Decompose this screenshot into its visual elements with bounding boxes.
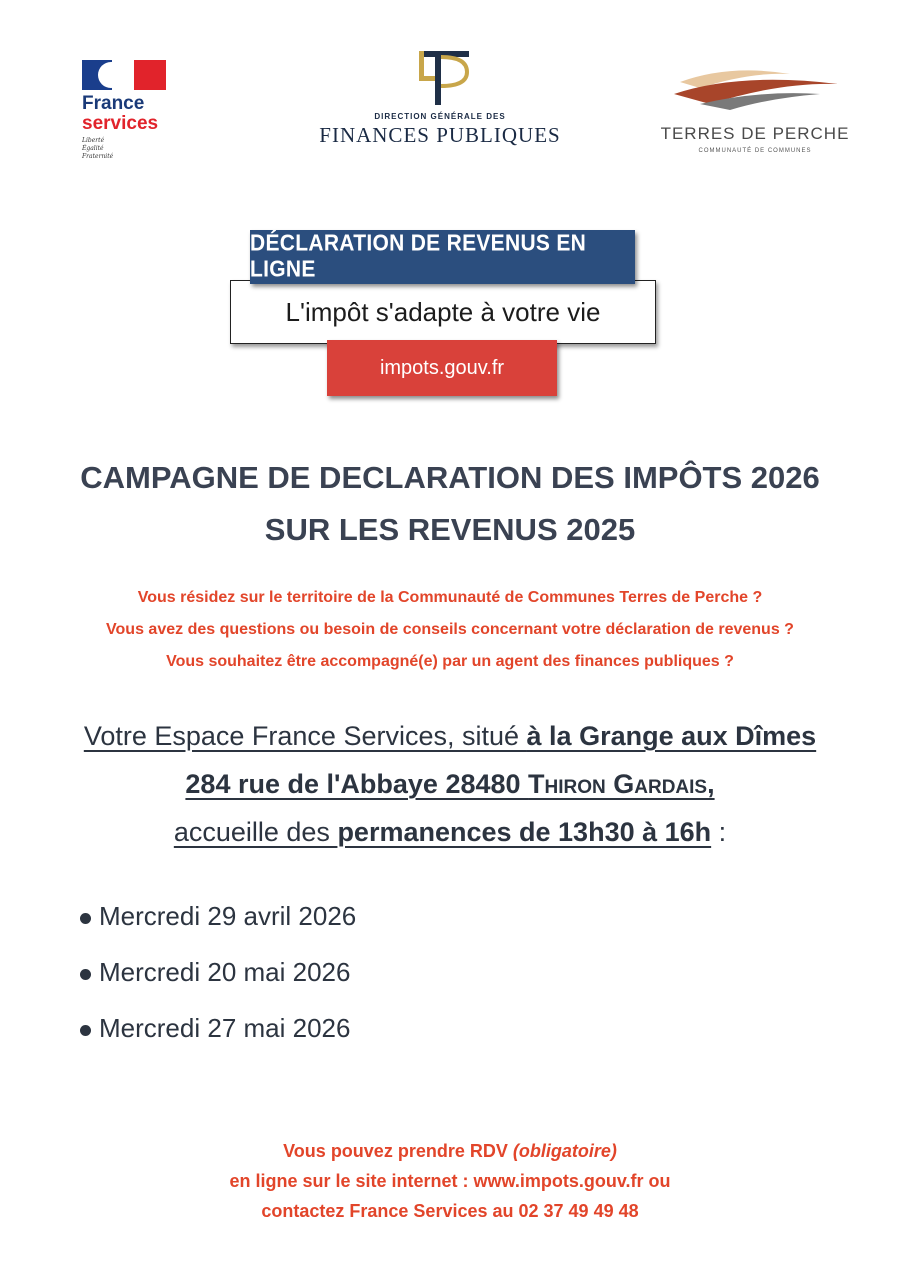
title-line1: CAMPAGNE DE DECLARATION DES IMPÔTS 2026: [80, 460, 820, 495]
footer-line1-prefix: Vous pouvez prendre RDV: [283, 1141, 513, 1161]
motto-fraternite: Fraternité: [82, 153, 114, 160]
france-services-logo: [82, 60, 192, 170]
date-1: Mercredi 29 avril 2026: [99, 900, 357, 931]
terres-de-perche-waves-icon: [670, 64, 840, 112]
address-street: 284 rue de l'Abbaye 28480: [185, 769, 529, 799]
bullet-icon: [80, 1025, 91, 1036]
dates-list: [80, 888, 580, 1056]
motto-liberte: Liberté: [82, 137, 105, 144]
footer-line1: [0, 1136, 900, 1166]
footer-mandatory: (obligatoire): [512, 1141, 617, 1161]
address-line3-prefix: accueille des: [173, 817, 338, 847]
permanence-hours: permanences de 13h30 à 16h: [337, 817, 712, 847]
dgfip-line2: FINANCES PUBLIQUES: [319, 123, 561, 147]
terres-de-perche-name: TERRES DE PERCHE: [660, 124, 850, 143]
footer-line2: en ligne sur le site internet : www.impots.gouv.fr ou: [229, 1171, 671, 1191]
address-line2: [185, 769, 714, 799]
date-2: Mercredi 20 mai 2026: [99, 956, 351, 987]
banner-website: impots.gouv.fr: [327, 340, 557, 396]
questions-block: [0, 582, 900, 678]
question-2: Vous avez des questions ou besoin de conseils concernant votre déclaration de revenus ?: [106, 621, 794, 638]
question-1: Vous résidez sur le territoire de la Communauté de Communes Terres de Perche ?: [137, 589, 763, 606]
dgfip-line1: DIRECTION GÉNÉRALE DES: [374, 112, 506, 121]
terres-de-perche-logo: [650, 64, 860, 174]
address-location: à la Grange aux Dîmes: [526, 721, 817, 751]
bullet-icon: [80, 969, 91, 980]
motto-egalite: Égalité: [82, 145, 104, 152]
address-line3-suffix: :: [711, 817, 727, 847]
list-item: [80, 944, 580, 1000]
france-services-line1: France: [82, 93, 145, 114]
address-block: [0, 712, 900, 856]
address-city: Thiron Gardais,: [528, 769, 715, 799]
address-line3: [174, 817, 711, 847]
list-item: [80, 888, 580, 944]
banner-slogan: L'impôt s'adapte à votre vie: [230, 280, 656, 344]
title-line2: SUR LES REVENUS 2025: [264, 512, 636, 547]
address-line1: [84, 721, 816, 751]
page-title: [0, 452, 900, 556]
france-services-line2: services: [82, 113, 159, 134]
list-item: [80, 1000, 580, 1056]
bullet-icon: [80, 913, 91, 924]
republic-motto: [82, 137, 192, 161]
dgfip-logo: [300, 48, 580, 178]
dgfip-monogram-icon: [405, 48, 475, 106]
terres-de-perche-subtitle: COMMUNAUTÉ DE COMMUNES: [698, 148, 812, 154]
footer-line3: contactez France Services au 02 37 49 49 48: [261, 1201, 639, 1221]
banner-heading: DÉCLARATION DE REVENUS EN LIGNE: [250, 230, 635, 284]
question-3: Vous souhaitez être accompagné(e) par un agent des finances publiques ?: [166, 653, 734, 670]
address-line1-prefix: Votre Espace France Services, situé: [83, 721, 527, 751]
marianne-flag-icon: [82, 60, 166, 90]
footer-block: [0, 1136, 900, 1226]
date-3: Mercredi 27 mai 2026: [99, 1012, 351, 1043]
